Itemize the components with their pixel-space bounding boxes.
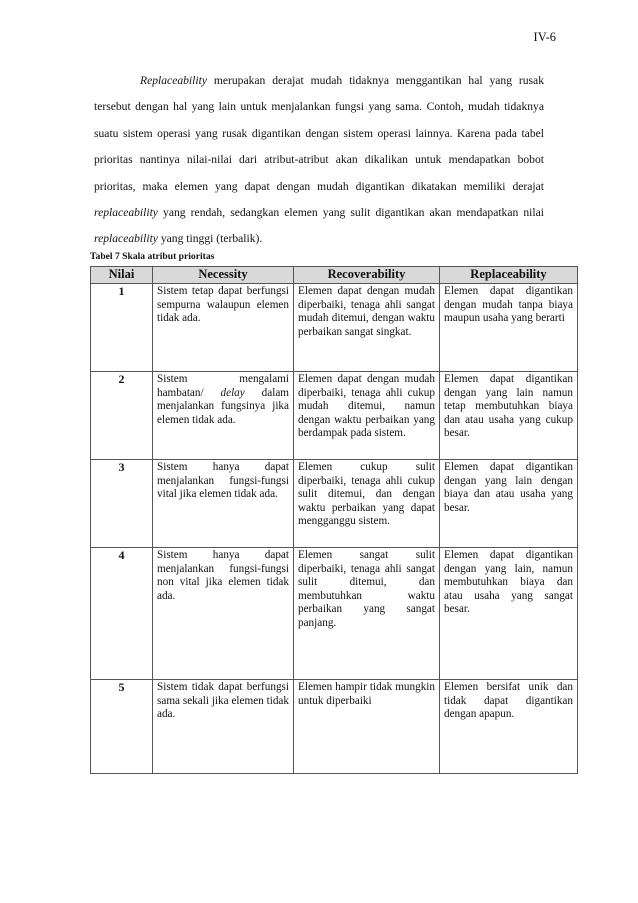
- header-nilai: Nilai: [91, 267, 153, 284]
- table-row: [91, 548, 578, 680]
- table-row: [91, 372, 578, 460]
- term-replaceability: replaceability: [94, 232, 158, 246]
- cell-replaceability: Elemen bersifat unik dan tidak dapat digantikan dengan apapun.: [440, 680, 578, 774]
- cell-recoverability: Elemen dapat dengan mudah diperbaiki, tenaga ahli cukup mudah ditemui, namun dengan waktu perbaikan yang berdampak pada sistem.: [294, 372, 440, 460]
- cell-nilai: 5: [91, 680, 153, 774]
- cell-replaceability: Elemen dapat digantikan dengan yang lain, namun membutuhkan biaya dan atau usaha yang sangat besar.: [440, 548, 578, 680]
- cell-term-delay: delay: [220, 386, 245, 399]
- body-paragraph: [94, 68, 544, 253]
- cell-necessity: [153, 372, 294, 460]
- table-row: [91, 284, 578, 372]
- cell-text: dalam menjalankan fungsinya jika elemen tidak ada.: [157, 386, 289, 426]
- cell-recoverability: Elemen hampir tidak mungkin untuk diperbaiki: [294, 680, 440, 774]
- cell-necessity: Sistem hanya dapat menjalankan fungsi-fungsi vital jika elemen tidak ada.: [153, 460, 294, 548]
- cell-recoverability: Elemen dapat dengan mudah diperbaiki, tenaga ahli sangat mudah ditemui, dengan waktu perbaikan sangat singkat.: [294, 284, 440, 372]
- cell-text: Sistem mengalami hambatan/: [157, 373, 289, 399]
- cell-necessity: Sistem hanya dapat menjalankan fungsi-fungsi non vital jika elemen tidak ada.: [153, 548, 294, 680]
- table-header-row: [91, 267, 578, 284]
- cell-recoverability: Elemen sangat sulit diperbaiki, tenaga ahli sangat sulit ditemui, dan membutuhkan waktu perbaikan yang sangat panjang.: [294, 548, 440, 680]
- table-row: [91, 680, 578, 774]
- cell-necessity: Sistem tidak dapat berfungsi sama sekali jika elemen tidak ada.: [153, 680, 294, 774]
- page-number: IV-6: [533, 30, 556, 44]
- term-replaceability: replaceability: [94, 206, 158, 220]
- header-necessity: Necessity: [153, 267, 294, 284]
- paragraph-text: yang rendah, sedangkan elemen yang sulit digantikan akan mendapatkan nilai: [157, 206, 544, 220]
- paragraph-text: yang tinggi (terbalik).: [157, 232, 263, 246]
- table-caption: Tabel 7 Skala atribut prioritas: [90, 251, 215, 262]
- cell-nilai: 4: [91, 548, 153, 680]
- header-recoverability: Recoverability: [294, 267, 440, 284]
- term-replaceability: Replaceability: [140, 74, 207, 87]
- cell-necessity: Sistem tetap dapat berfungsi sempurna walaupun elemen tidak ada.: [153, 284, 294, 372]
- priority-scale-table: [90, 266, 578, 774]
- cell-nilai: 1: [91, 284, 153, 372]
- cell-replaceability: Elemen dapat digantikan dengan yang lain dengan biaya dan atau usaha yang besar.: [440, 460, 578, 548]
- cell-recoverability: Elemen cukup sulit diperbaiki, tenaga ahli cukup sulit ditemui, dan dengan waktu perbaikan yang dapat mengganggu sistem.: [294, 460, 440, 548]
- cell-nilai: 2: [91, 372, 153, 460]
- header-replaceability: Replaceability: [440, 267, 578, 284]
- cell-replaceability: Elemen dapat digantikan dengan mudah tanpa biaya maupun usaha yang berarti: [440, 284, 578, 372]
- paragraph-text: merupakan derajat mudah tidaknya menggantikan hal yang rusak tersebut dengan hal yang lain untuk menjalankan fungsi yang sama. Contoh, mudah tidaknya suatu sistem operasi yang rusak digantikan dengan sistem operasi lainnya. Karena pada tabel prioritas nantinya nilai-nilai dari atribut-atribut akan dikalikan untuk mendapatkan bobot prioritas, maka elemen yang dapat dengan mudah digantikan dikatakan memiliki derajat: [94, 74, 544, 193]
- cell-replaceability: Elemen dapat digantikan dengan yang lain namun tetap membutuhkan biaya dan atau usaha yang cukup besar.: [440, 372, 578, 460]
- cell-nilai: 3: [91, 460, 153, 548]
- table-row: [91, 460, 578, 548]
